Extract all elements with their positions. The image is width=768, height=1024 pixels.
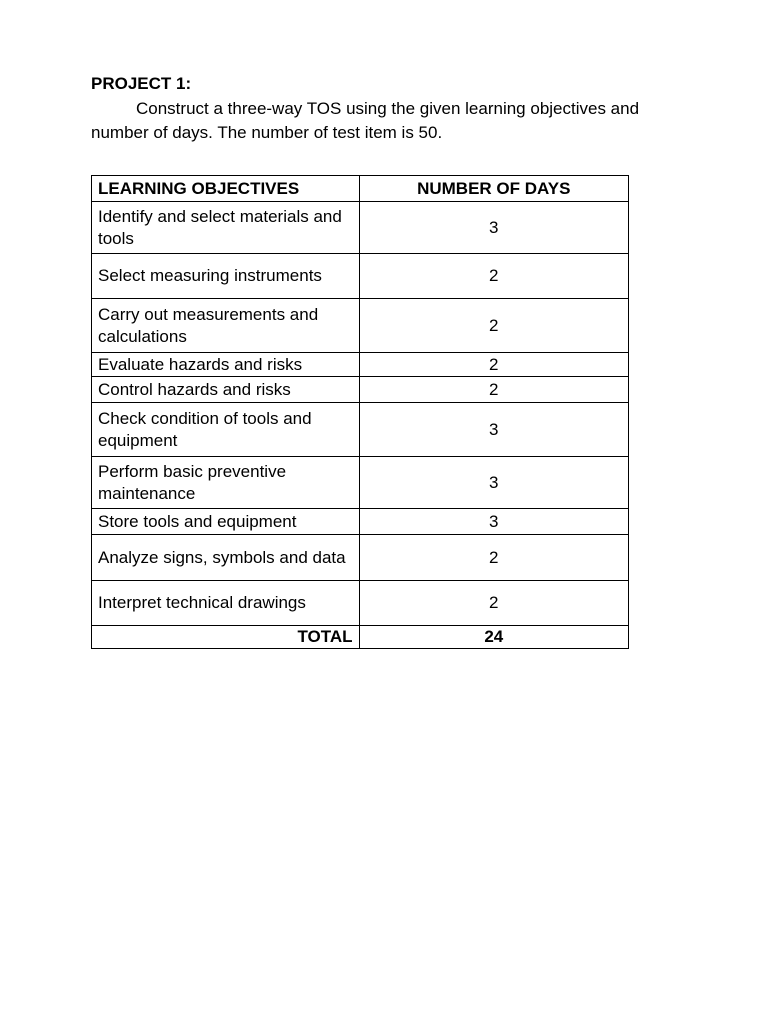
objective-cell: Carry out measurements and calculations	[92, 299, 360, 353]
days-cell: 3	[359, 509, 628, 535]
table-row	[92, 535, 629, 581]
days-cell: 3	[359, 457, 628, 509]
table-row	[92, 581, 629, 626]
instructions-paragraph: Construct a three-way TOS using the given learning objectives and number of days. The number of test item is 50.	[91, 99, 640, 142]
objective-cell: Interpret technical drawings	[92, 581, 360, 626]
table-row	[92, 377, 629, 403]
header-learning-objectives: LEARNING OBJECTIVES	[92, 176, 360, 202]
total-row	[92, 626, 629, 649]
days-cell: 2	[359, 353, 628, 377]
days-cell: 2	[359, 377, 628, 403]
objective-cell: Check condition of tools and equipment	[92, 403, 360, 457]
table-row	[92, 509, 629, 535]
total-label: TOTAL	[92, 626, 360, 649]
days-cell: 3	[359, 202, 628, 254]
table-header-row	[92, 176, 629, 202]
objective-cell: Store tools and equipment	[92, 509, 360, 535]
days-cell: 2	[359, 254, 628, 299]
days-cell: 2	[359, 299, 628, 353]
table-row	[92, 457, 629, 509]
objective-cell: Identify and select materials and tools	[92, 202, 360, 254]
days-cell: 2	[359, 535, 628, 581]
table-row	[92, 254, 629, 299]
project-title: PROJECT 1:	[91, 74, 192, 93]
table-row	[92, 299, 629, 353]
table-row	[92, 403, 629, 457]
learning-objectives-table	[91, 175, 629, 649]
objective-cell: Control hazards and risks	[92, 377, 360, 403]
table-row	[92, 202, 629, 254]
total-value: 24	[359, 626, 628, 649]
objective-cell: Perform basic preventive maintenance	[92, 457, 360, 509]
objective-cell: Evaluate hazards and risks	[92, 353, 360, 377]
table-row	[92, 353, 629, 377]
days-cell: 2	[359, 581, 628, 626]
objective-cell: Analyze signs, symbols and data	[92, 535, 360, 581]
objective-cell: Select measuring instruments	[92, 254, 360, 299]
header-number-of-days: NUMBER OF DAYS	[359, 176, 628, 202]
days-cell: 3	[359, 403, 628, 457]
